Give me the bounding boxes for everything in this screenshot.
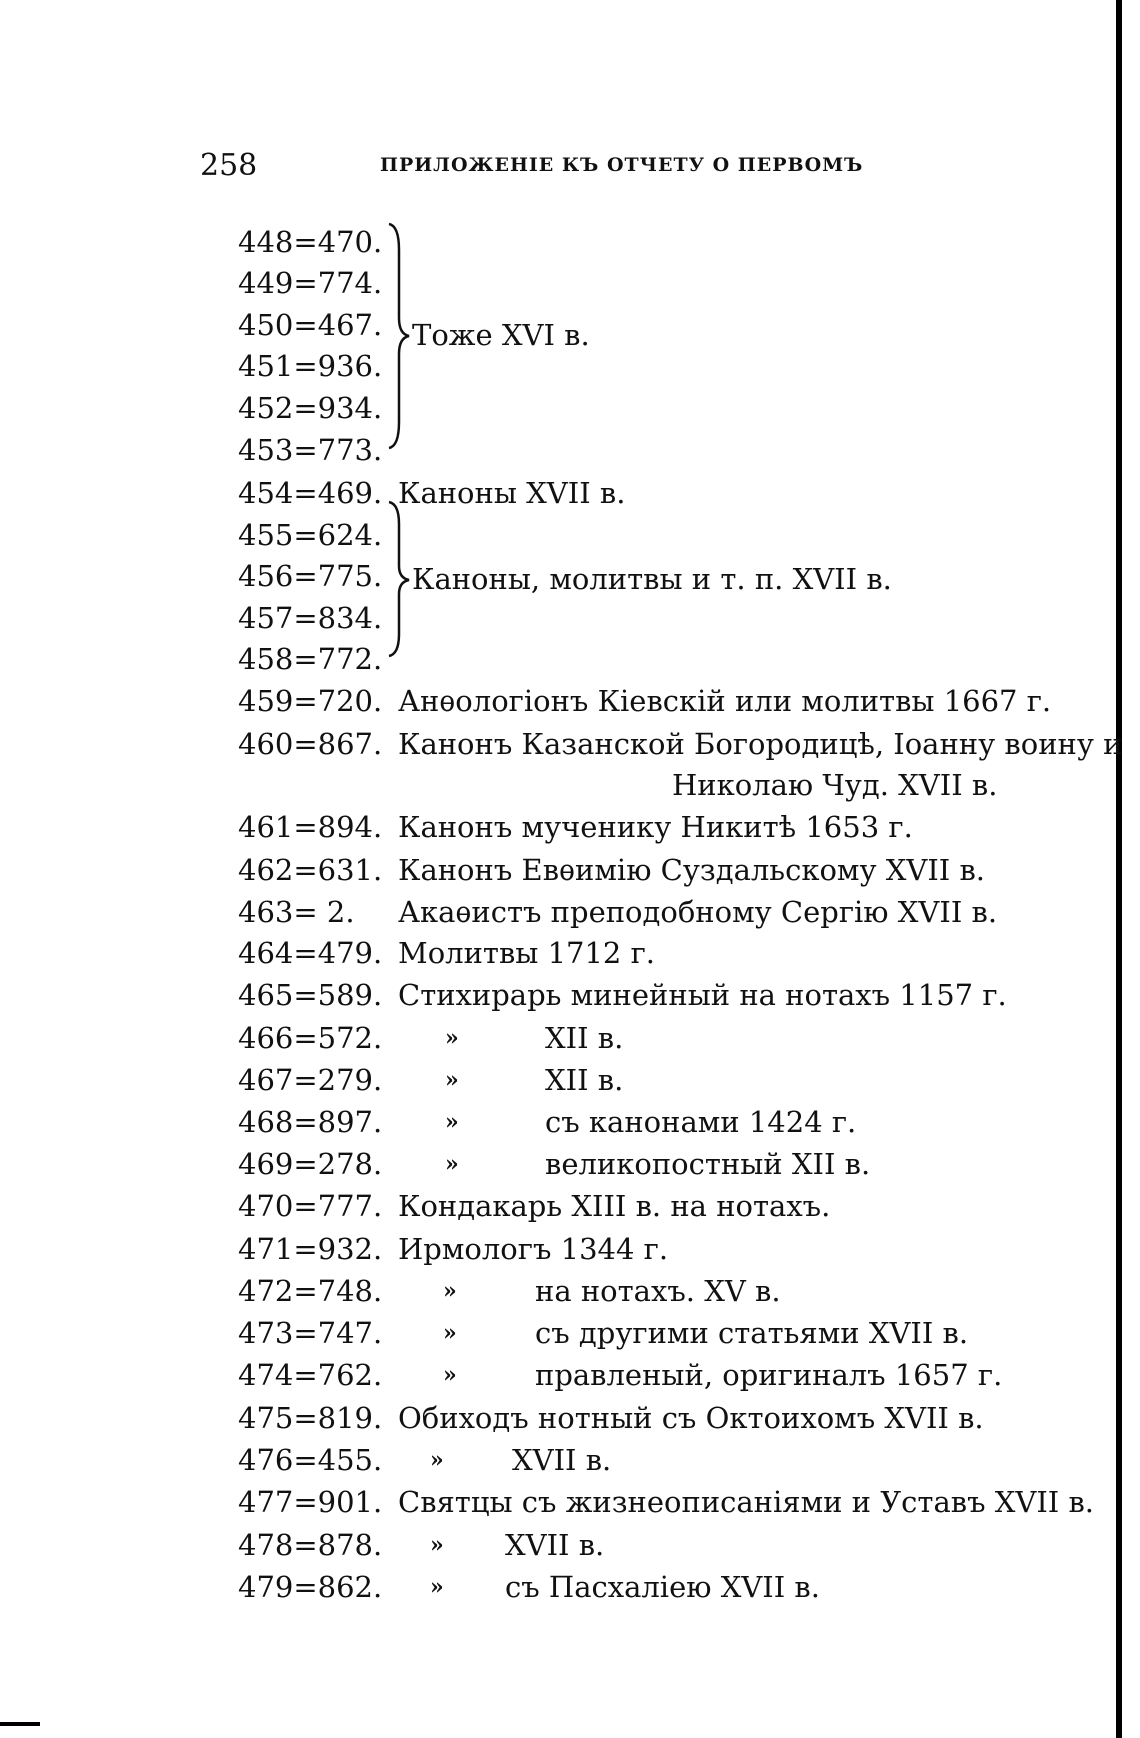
entry-row (238, 1144, 871, 1184)
entry-row (238, 222, 398, 262)
ditto-mark: » (443, 1320, 457, 1346)
entry-row (238, 1525, 605, 1565)
ditto-mark: » (445, 1151, 459, 1177)
entry-description: Канонъ Евѳимію Суздальскому XVII в. (398, 853, 986, 887)
entry-description: Канонъ Казанской Богородицѣ, Іоанну воину и (398, 727, 1123, 761)
entry-description: XVII в. (505, 1528, 605, 1562)
entry-number: 452=934. (238, 391, 383, 425)
entry-description: Стихирарь минейный на нотахъ 1157 г. (398, 978, 1007, 1012)
entry-number: 479=862. (238, 1570, 383, 1604)
entry-row (238, 1186, 831, 1226)
entry-number: 459=720. (238, 684, 383, 718)
page-number: 258 (200, 148, 258, 183)
entry-row (238, 1018, 624, 1058)
entry-row (238, 1102, 857, 1142)
entry-continuation: Николаю Чуд. XVII в. (672, 768, 998, 802)
entry-description: XII в. (545, 1063, 624, 1097)
entry-description: Молитвы 1712 г. (398, 936, 656, 970)
ditto-mark: » (445, 1025, 459, 1051)
entry-row (238, 346, 398, 386)
entry-number: 453=773. (238, 433, 383, 467)
entry-number: 473=747. (238, 1316, 383, 1350)
entry-row (238, 556, 398, 596)
ditto-mark: » (443, 1362, 457, 1388)
entry-row (238, 933, 656, 973)
entry-row (238, 1271, 781, 1311)
entry-number: 471=932. (238, 1232, 383, 1266)
entry-number: 467=279. (238, 1063, 383, 1097)
entry-number: 474=762. (238, 1358, 383, 1392)
entry-description: Кондакарь XIII в. на нотахъ. (398, 1189, 831, 1223)
brace-group-kanony (385, 500, 415, 658)
entry-number: 476=455. (238, 1443, 383, 1477)
entry-row (238, 305, 398, 345)
entry-description: Ирмологъ 1344 г. (398, 1232, 669, 1266)
ditto-mark: » (430, 1574, 444, 1600)
entry-number: 458=772. (238, 642, 383, 676)
entry-number: 450=467. (238, 308, 383, 342)
entry-number: 468=897. (238, 1105, 383, 1139)
entry-row (238, 388, 398, 428)
entry-number: 478=878. (238, 1528, 383, 1562)
entry-description: великопостный XII в. (545, 1147, 871, 1181)
entry-number: 464=479. (238, 936, 383, 970)
entry-number: 457=834. (238, 601, 383, 635)
entry-number: 465=589. (238, 978, 383, 1012)
entry-row (238, 515, 398, 555)
entry-row (238, 263, 398, 303)
entry-row (238, 892, 998, 932)
entry-number: 449=774. (238, 266, 383, 300)
entry-description: XII в. (545, 1021, 624, 1055)
entry-description: съ Пасхаліею XVII в. (505, 1570, 820, 1604)
entry-row (238, 639, 398, 679)
entry-number: 469=278. (238, 1147, 383, 1181)
entry-description: съ другими статьями XVII в. (535, 1316, 969, 1350)
entry-row (238, 850, 986, 890)
page-edge-rule (1116, 0, 1122, 1738)
brace-label-xvi: Тоже XVI в. (412, 318, 590, 352)
entry-number: 472=748. (238, 1274, 383, 1308)
entry-description: XVII в. (512, 1443, 612, 1477)
entry-number: 477=901. (238, 1485, 383, 1519)
entry-row (238, 1440, 612, 1480)
entry-description: Каноны XVII в. (398, 476, 626, 510)
entry-row (238, 1398, 984, 1438)
ditto-mark: » (443, 1278, 457, 1304)
brace-group-xvi (385, 222, 415, 450)
entry-number: 455=624. (238, 518, 383, 552)
entry-row (238, 430, 398, 470)
entry-description: Анѳологіонъ Кіевскій или молитвы 1667 г. (398, 684, 1052, 718)
entry-number: 451=936. (238, 349, 383, 383)
entry-description: Святцы съ жизнеописаніями и Уставъ XVII в. (398, 1485, 1095, 1519)
entry-row (238, 1060, 624, 1100)
entry-number: 448=470. (238, 225, 383, 259)
entry-description: Акаѳистъ преподобному Сергію XVII в. (398, 895, 998, 929)
entry-row (238, 1229, 669, 1269)
ditto-mark: » (445, 1067, 459, 1093)
entry-row (238, 807, 913, 847)
entry-description: на нотахъ. XV в. (535, 1274, 781, 1308)
entry-number: 466=572. (238, 1021, 383, 1055)
ditto-mark: » (430, 1447, 444, 1473)
entry-row (238, 598, 398, 638)
entry-number: 470=777. (238, 1189, 383, 1223)
entry-number: 456=775. (238, 559, 383, 593)
entry-row (238, 724, 1123, 764)
entry-description: Обиходъ нотный съ Октоихомъ XVII в. (398, 1401, 984, 1435)
brace-label-kanony: Каноны, молитвы и т. п. XVII в. (412, 562, 892, 596)
entry-row (238, 1313, 969, 1353)
ditto-mark: » (430, 1532, 444, 1558)
page-header (200, 148, 1020, 188)
entry-row (238, 681, 1052, 721)
entry-row (238, 1567, 820, 1607)
entry-number: 461=894. (238, 810, 383, 844)
entry-row (238, 1355, 1003, 1395)
entry-number: 454=469. (238, 476, 383, 510)
entry-number: 462=631. (238, 853, 383, 887)
entry-description: правленый, оригиналъ 1657 г. (535, 1358, 1003, 1392)
entry-row (238, 473, 626, 513)
entry-number: 460=867. (238, 727, 383, 761)
entry-number: 475=819. (238, 1401, 383, 1435)
entry-row (238, 975, 1007, 1015)
entry-row (238, 1482, 1095, 1522)
entry-description: съ канонами 1424 г. (545, 1105, 857, 1139)
scan-edge-mark (0, 1722, 40, 1726)
entry-description: Канонъ мученику Никитѣ 1653 г. (398, 810, 913, 844)
ditto-mark: » (445, 1109, 459, 1135)
entry-number: 463= 2. (238, 895, 355, 929)
running-head: ПРИЛОЖЕНІЕ КЪ ОТЧЕТУ О ПЕРВОМЪ (380, 154, 864, 176)
